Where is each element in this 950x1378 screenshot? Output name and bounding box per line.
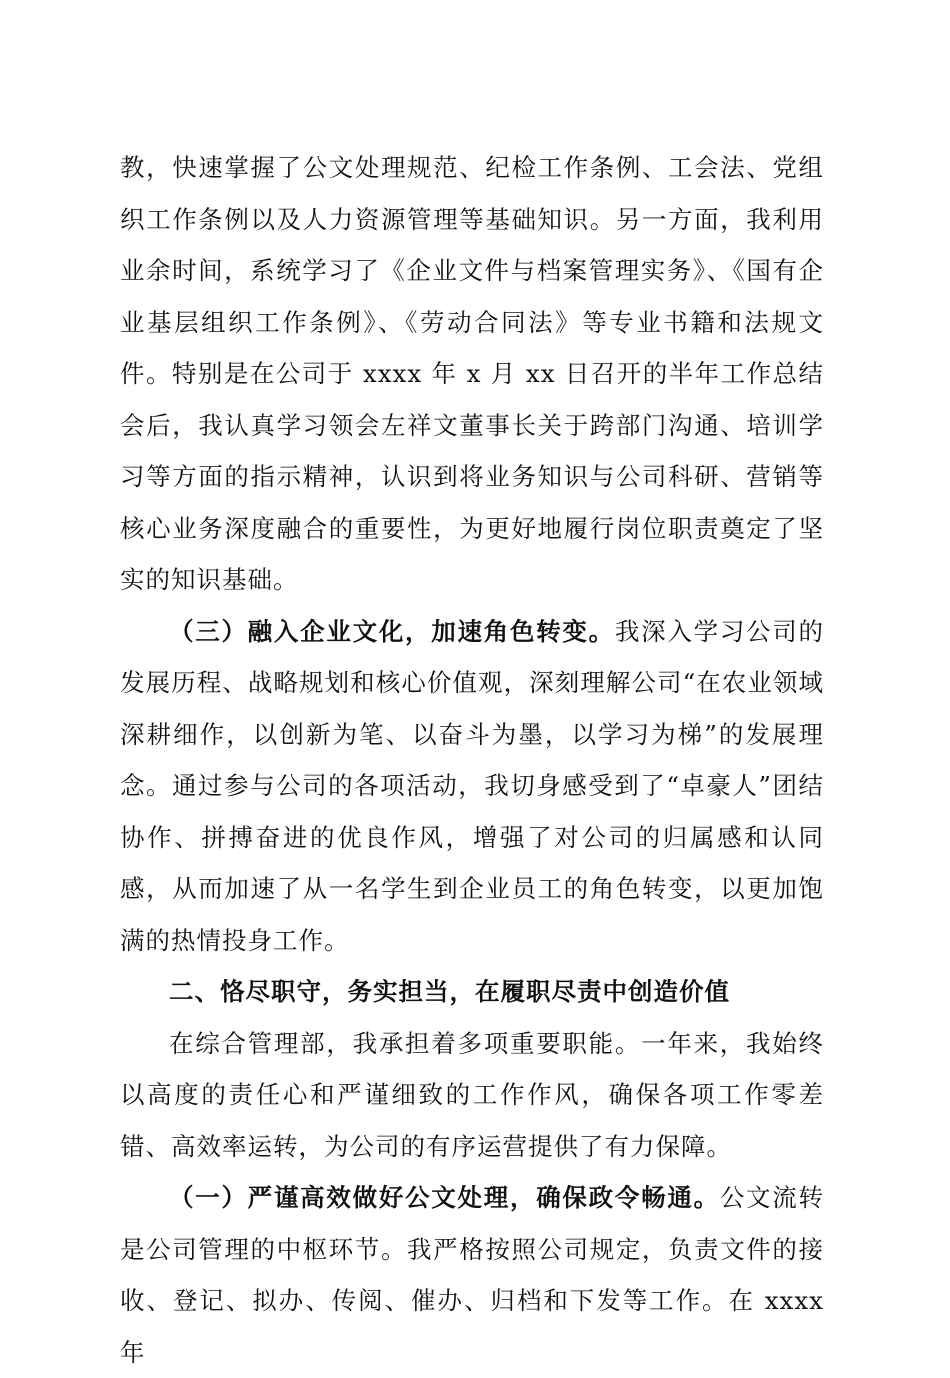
section-1-body: 公文流转是公司管理的中枢环节。我严格按照公司规定，负责文件的接收、登记、拟办、传阅、催办、归档和下发等工作。在 xxxx 年 — [120, 1183, 824, 1367]
section-1-heading: （一）严谨高效做好公文处理，确保政令畅通。 — [169, 1183, 720, 1212]
paragraph-continued: 教，快速掌握了公文处理规范、纪检工作条例、工会法、党组织工作条例以及人力资源管理等基础知识。另一方面，我利用业余时间，系统学习了《企业文件与档案管理实务》、《国有企业基层组织工作条例》、《劳动合同法》等专业书籍和法规文件。特别是在公司于 xxxx 年 x 月 xx 日召开的半年工作总结会后，我认真学习领会左祥文董事长关于跨部门沟通、培训学习等方面的指示精神，认识到将业务知识与公司科研、营销等核心业务深度融合的重要性，为更好地履行岗位职责奠定了坚实的知识基础。 — [120, 153, 824, 594]
paragraph-section-3 — [120, 606, 824, 967]
chapter-2-intro: 在综合管理部，我承担着多项重要职能。一年来，我始终以高度的责任心和严谨细致的工作作风，确保各项工作零差错、高效率运转，为公司的有序运营提供了有力保障。 — [120, 1028, 824, 1161]
chapter-2-heading: 二、恪尽职守，务实担当，在履职尽责中创造价值 — [169, 977, 730, 1006]
section-3-heading: （三）融入企业文化，加速角色转变。 — [169, 616, 615, 646]
paragraph-section-1 — [120, 1172, 824, 1378]
document-page — [120, 142, 824, 1378]
section-3-body: 我深入学习公司的发展历程、战略规划和核心价值观，深刻理解公司“在农业领域深耕细作，以创新为笔、以奋斗为墨，以学习为梯”的发展理念。通过参与公司的各项活动，我切身感受到了“卓豪人”团结协作、拼搏奋进的优良作风，增强了对公司的归属感和认同感，从而加速了从一名学生到企业员工的角色转变，以更加饱满的热情投身工作。 — [120, 616, 825, 955]
